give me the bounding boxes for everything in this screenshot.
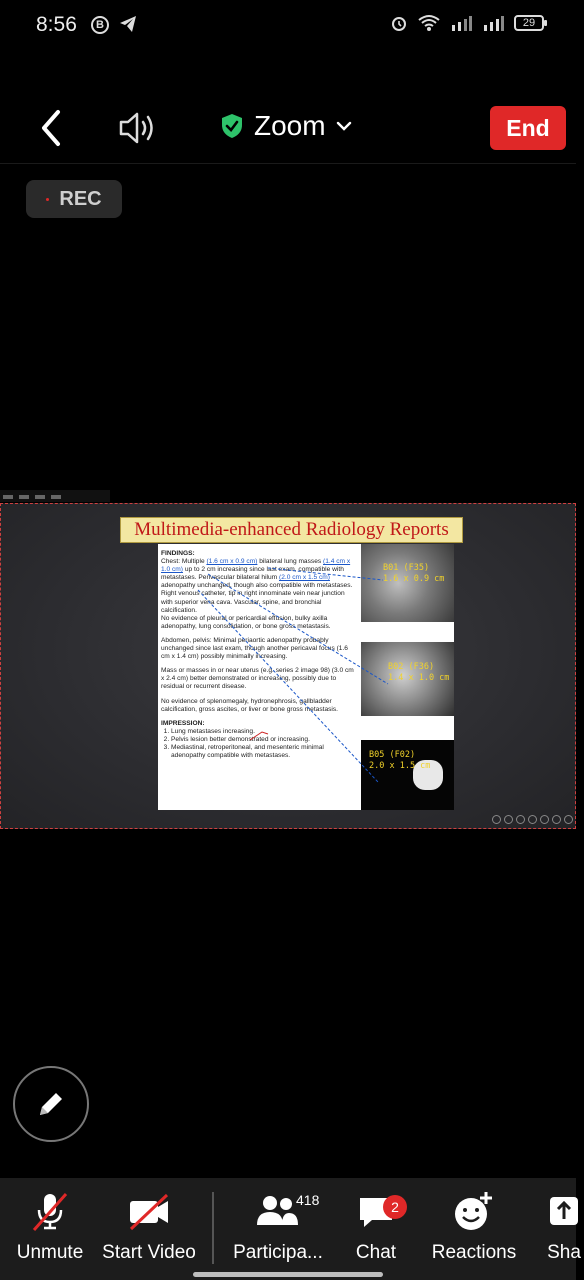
- meeting-title-dropdown[interactable]: [220, 110, 352, 142]
- ct-image: [361, 544, 454, 622]
- annotate-button[interactable]: [13, 1066, 89, 1142]
- impression-list: [161, 728, 357, 760]
- pencil-icon: [34, 1087, 68, 1121]
- share-button[interactable]: [544, 1190, 584, 1264]
- alarm-icon: [390, 14, 408, 32]
- image-size: 2.0 x 1.5 cm: [369, 761, 431, 771]
- end-meeting-button[interactable]: End: [490, 106, 566, 150]
- back-icon[interactable]: [36, 108, 66, 148]
- meeting-title: Zoom: [254, 110, 326, 141]
- chest-text-a: Chest: Multiple: [161, 558, 207, 566]
- status-time: 8:56: [36, 13, 77, 36]
- impression-item: 2. Pelvis lesion better demonstrated or increasing.: [171, 736, 357, 744]
- signal-icon-2: [482, 15, 504, 31]
- shared-screen[interactable]: [0, 503, 576, 829]
- measurement-link[interactable]: (1.4 cm x 1.0 cm): [161, 558, 351, 574]
- impression-heading: IMPRESSION:: [161, 719, 205, 727]
- b-app-icon: B: [91, 16, 109, 34]
- battery-icon: 29: [514, 15, 544, 31]
- share-label: Sha: [547, 1242, 581, 1263]
- chat-label: Chat: [355, 1242, 397, 1263]
- unmute-button[interactable]: [14, 1190, 86, 1264]
- signal-icon: [450, 15, 472, 31]
- presenter-toolbar: [0, 490, 110, 502]
- report-text: [161, 550, 357, 760]
- smiley-add-icon: [453, 1190, 495, 1232]
- findings-heading: FINDINGS:: [161, 550, 195, 557]
- ct-image: [361, 642, 454, 716]
- home-indicator[interactable]: [193, 1272, 383, 1277]
- toolbar-divider: [212, 1192, 214, 1264]
- image-id: B05 (F02): [369, 750, 416, 760]
- speaker-icon[interactable]: [118, 110, 158, 146]
- chest-text-b: bilateral lung masses: [257, 558, 323, 566]
- reactions-button[interactable]: [428, 1190, 520, 1264]
- ct-image: [361, 740, 454, 810]
- chat-unread-badge: 2: [383, 1195, 407, 1219]
- telegram-icon: [118, 14, 138, 34]
- measurement-link[interactable]: (1.6 cm x 0.9 cm): [206, 558, 258, 566]
- share-controls[interactable]: [492, 815, 573, 824]
- participants-label: Participa...: [233, 1242, 323, 1263]
- recording-dot-icon: [46, 198, 49, 201]
- slide-report-page: [158, 544, 454, 810]
- participants-icon: [256, 1193, 300, 1229]
- chest-text-c: up to 2 cm increasing since last exam, compatible with metastases. Perivascular bilateral hilum: [161, 566, 344, 582]
- status-bar: [0, 0, 576, 52]
- spleen-text: No evidence of splenomegaly, hydronephrosis, gallbladder calcification, gross ascites, or liver or bone gross metastasis.: [161, 697, 339, 713]
- participants-count: 418: [296, 1192, 320, 1208]
- abdomen-text: Abdomen, pelvis: Minimal periaortic adenopathy probably unchanged since last exam, though another pericaval focus (1.6 cm x 1.4 cm) possibly minimally increasing.: [161, 636, 348, 661]
- chevron-down-icon: [336, 120, 352, 132]
- video-off-icon: [127, 1191, 171, 1231]
- start-video-label: Start Video: [102, 1242, 196, 1263]
- meeting-top-bar: [0, 92, 576, 164]
- impression-item: 3. Mediastinal, retroperitoneal, and mesenteric minimal adenopathy compatible with metastases.: [171, 744, 357, 760]
- slide-title: Multimedia-enhanced Radiology Reports: [120, 517, 463, 543]
- unmute-label: Unmute: [16, 1242, 84, 1263]
- meeting-toolbar: [0, 1178, 581, 1280]
- recording-label: REC: [59, 187, 102, 210]
- verified-shield-icon: [220, 113, 244, 139]
- mass-text: Mass or masses in or near uterus (e.g. series 2 image 98) (3.0 cm x 2.4 cm) better demonstrated or increasing, possibly due to residual or recurrent disease.: [161, 667, 354, 691]
- reactions-label: Reactions: [431, 1242, 517, 1263]
- chest-text-d: adenopathy unchanged, though also compatible with metastases. Right venous catheter, tip in right innominate vein near junction with superior vena cava. Vascular, spine, and bronchial calcification.: [161, 582, 353, 614]
- image-size: 1.6 x 0.9 cm: [383, 574, 445, 584]
- start-video-button[interactable]: [98, 1190, 200, 1264]
- image-size: 1.4 x 1.0 cm: [388, 673, 450, 683]
- recording-indicator: [26, 180, 122, 218]
- image-id: B01 (F35): [383, 563, 430, 573]
- muted-microphone-icon: [30, 1190, 70, 1232]
- impression-item: 1. Lung metastases increasing.: [171, 728, 357, 736]
- wifi-icon: [418, 14, 440, 32]
- chest-text-e: No evidence of pleural or pericardial effusion, bulky axilla adenopathy, lung consolidation, or bone gross metastasis.: [161, 614, 331, 630]
- image-id: B02 (F36): [388, 662, 435, 672]
- measurement-link[interactable]: (2.0 cm x 1.5 cm): [279, 574, 330, 582]
- share-icon: [546, 1193, 582, 1229]
- ct-image-column: [361, 544, 454, 810]
